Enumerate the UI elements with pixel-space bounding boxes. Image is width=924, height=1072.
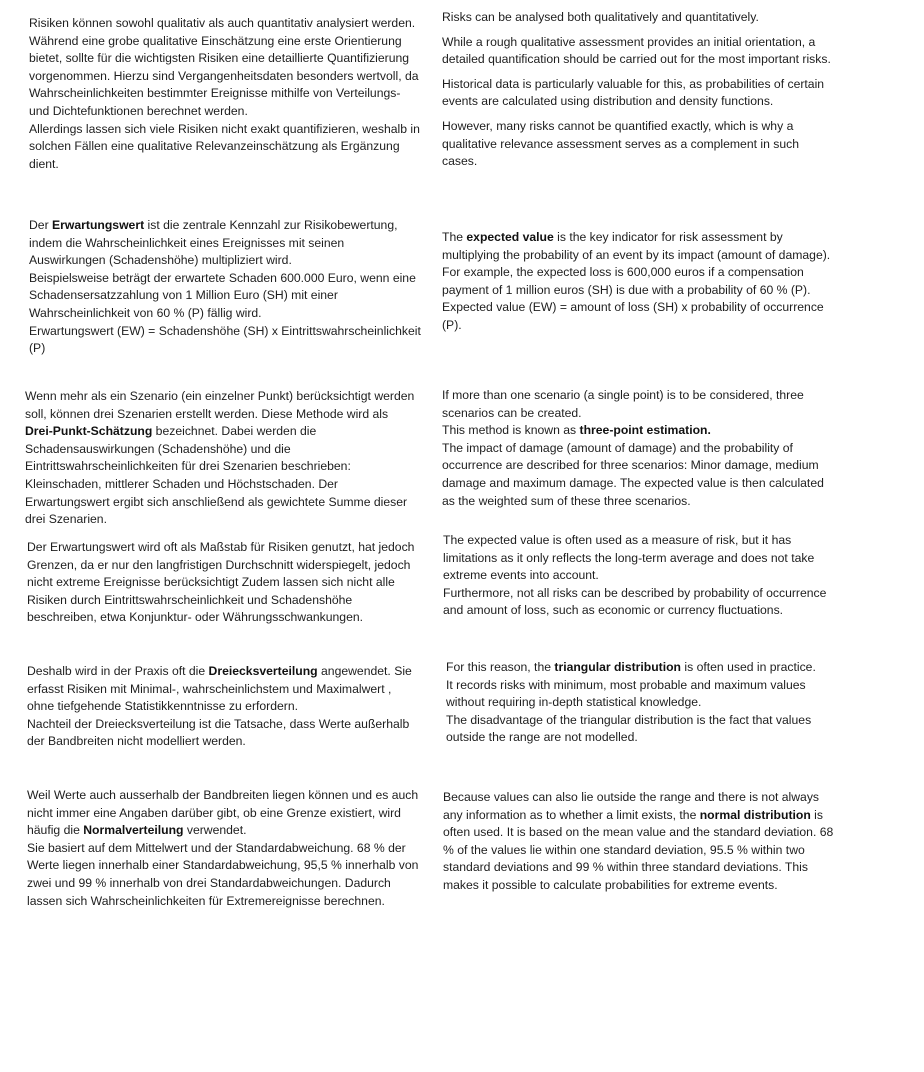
en-expected-value-definition: The expected value is the key indicator for risk assessment by multiplying the probability of an event by its impact (amount of damage). xyxy=(442,230,831,262)
en-three-point-detail: The impact of damage (amount of damage) and the probability of occurrence are described for three scenarios: Minor damage, medium damage and maximum damage. The expected value is then calculated as the weighted sum of these three scenarios. xyxy=(442,440,824,508)
en-triangular-paragraph xyxy=(446,659,841,747)
de-limits-paragraph xyxy=(27,539,419,627)
de-normal-term: Normalverteilung xyxy=(83,823,184,838)
en-normal-term: normal distribution xyxy=(699,807,811,822)
de-expected-value-definition: Der Erwartungswert ist die zentrale Kennzahl zur Risikobewertung, indem die Wahrscheinlichkeit eines Ereignisses mit seinen Auswirkungen (Schadenshöhe) multipliziert wird. xyxy=(29,218,398,268)
de-expected-value-example: Beispielsweise beträgt der erwartete Schaden 600.000 Euro, wenn eine Schadensersatzzahlung von 1 Million Euro (SH) mit einer Wahrscheinlichkeit von 60 % (P) fällig wird. xyxy=(29,270,416,320)
en-intro-paragraph xyxy=(442,9,837,171)
de-three-point-paragraph xyxy=(25,388,417,529)
de-intro-paragraph xyxy=(29,15,421,173)
de-normal-paragraph xyxy=(27,787,419,910)
en-normal-text: Because values can also lie outside the range and there is not always any information as to whether a limit exists, the normal distribution is often used. It is based on the mean value and the standard deviation. 68 % of the values lie within one standard deviation, 95.5 % within two standard deviations and 99 % within three standard deviations. This makes it possible to calculate probabilities for extreme events. xyxy=(443,790,834,892)
de-normal-text: Weil Werte auch ausserhalb der Bandbreiten liegen können und es auch nicht immer eine Angaben darüber gibt, ob eine Grenze existiert, wird häufig die Normalverteilung verwendet. xyxy=(27,788,419,838)
en-triangular-text: For this reason, the triangular distribution is often used in practice. xyxy=(446,660,816,674)
en-three-point-method: This method is known as three-point estimation. xyxy=(442,423,711,438)
de-expected-value-paragraph xyxy=(29,217,421,358)
en-three-point-paragraph xyxy=(442,387,837,510)
en-intro-text-2: While a rough qualitative assessment provides an initial orientation, a detailed quantification should be carried out for the most important risks. xyxy=(442,34,831,67)
de-intro-text-2: Allerdings lassen sich viele Risiken nicht exakt quantifizieren, weshalb in solchen Fällen eine qualitative Relevanzeinschätzung als Ergänzung dient. xyxy=(29,121,420,171)
en-expected-value-example: For example, the expected loss is 600,000 euros if a compensation payment of 1 million euros (SH) is due with a probability of 60 % (P). xyxy=(442,265,811,297)
en-three-point-term: three-point estimation. xyxy=(579,423,711,438)
de-triangular-text: Deshalb wird in der Praxis oft die Dreiecksverteilung angewendet. Sie erfasst Risiken mit Minimal-, wahrscheinlichstem und Maximalwert , ohne tiefgehende Statistikkenntnisse zu erfordern. xyxy=(27,664,412,714)
en-triangular-term: triangular distribution xyxy=(554,660,682,674)
de-triangular-paragraph xyxy=(27,663,419,751)
en-intro-text-4: However, many risks cannot be quantified exactly, which is why a qualitative relevance assessment serves as a complement in such cases. xyxy=(442,118,799,169)
de-expected-value-formula: Erwartungswert (EW) = Schadenshöhe (SH) x Eintrittswahrscheinlichkeit (P) xyxy=(29,323,421,356)
de-intro-text: Risiken können sowohl qualitativ als auch quantitativ analysiert werden. Während eine grobe qualitative Einschätzung eine erste Orientierung bietet, sollte für die wichtigsten Risiken eine detaillierte Quantifizierung vorgenommen. Hierzu sind Vergangenheitsdaten besonders wertvoll, da Wahrscheinlichkeiten bestimmter Ereignisse mithilfe von Verteilungs- und Dichtefunktionen berechnet werden. xyxy=(29,16,419,118)
de-three-point-text: Wenn mehr als ein Szenario (ein einzelner Punkt) berücksichtigt werden soll, können drei Szenarien erstellt werden. Diese Methode wird als Drei-Punkt-Schätzung bezeichnet. Dabei werden die Schadensauswirkungen (Schadenshöhe) und die Eintrittswahrscheinlichkeiten für drei Szenarien beschrieben: Kleinschaden, mittlerer Schaden und Höchstschaden. Der Erwartungswert ergibt sich anschließend als gewichtete Summe dieser drei Szenarien. xyxy=(25,389,415,527)
de-normal-detail: Sie basiert auf dem Mittelwert und der Standardabweichung. 68 % der Werte liegen innerhalb einer Standardabweichung, 95,5 % innerhalb von zwei und 99 % innerhalb von drei Standardabweichungen. Dadurch lassen sich Wahrscheinlichkeiten für Extremereignisse berechnen. xyxy=(27,840,419,908)
en-limits-paragraph xyxy=(443,532,838,620)
de-expected-value-term: Erwartungswert xyxy=(52,218,145,232)
en-triangular-disadvantage: The disadvantage of the triangular distribution is the fact that values outside the range are not modelled. xyxy=(446,712,812,745)
en-limits-text-1: The expected value is often used as a measure of risk, but it has limitations as it only reflects the long-term average and does not take extreme events into account. xyxy=(443,533,815,583)
en-triangular-records: It records risks with minimum, most probable and maximum values without requiring in-depth statistical knowledge. xyxy=(446,677,806,710)
de-three-point-term: Drei-Punkt-Schätzung xyxy=(25,424,153,439)
en-expected-value-formula: Expected value (EW) = amount of loss (SH) x probability of occurrence (P). xyxy=(442,300,824,332)
de-limits-text: Der Erwartungswert wird oft als Maßstab für Risiken genutzt, hat jedoch Grenzen, da er nur den langfristigen Durchschnitt widerspiegelt, jedoch nicht extreme Ereignisse berücksichtigt Zudem lassen sich nicht alle Risiken durch Eintrittswahrscheinlichkeit und Schadenshöhe beschreiben, etwa Konjunktur- oder Währungsschwankungen. xyxy=(27,540,415,625)
de-triangular-disadvantage: Nachteil der Dreiecksverteilung ist die Tatsache, dass Werte außerhalb der Bandbreiten nicht modelliert werden. xyxy=(27,716,410,749)
en-limits-text-2: Furthermore, not all risks can be described by probability of occurrence and amount of loss, such as economic or currency fluctuations. xyxy=(443,585,827,618)
en-intro-text-1: Risks can be analysed both qualitatively and quantitatively. xyxy=(442,10,759,24)
en-expected-value-paragraph xyxy=(442,229,837,335)
en-three-point-intro: If more than one scenario (a single point) is to be considered, three scenarios can be created. xyxy=(442,388,804,420)
en-normal-paragraph xyxy=(443,789,838,895)
en-expected-value-term: expected value xyxy=(466,230,554,244)
en-intro-text-3: Historical data is particularly valuable for this, as probabilities of certain events are calculated using distribution and density functions. xyxy=(442,76,825,109)
de-triangular-term: Dreiecksverteilung xyxy=(208,664,318,678)
